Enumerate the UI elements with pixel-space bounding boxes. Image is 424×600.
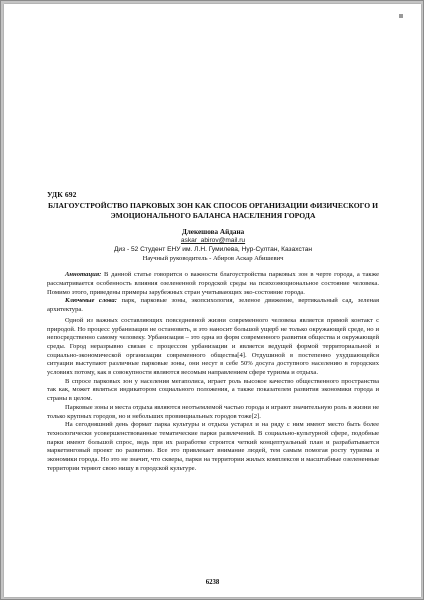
abstract-section [47,271,379,315]
article-content [47,190,379,474]
abstract-paragraph [47,271,379,297]
body-paragraph-1: Одной из важных составляющих повседневной жизни современного человека является прямой контакт с природой. Но процесс урбанизации не остановить, и это наносит большой ущерб не только окружающей среде, но и непосредственно самому человеку. Урбанизация – это одна из форм современного развития общества и окружающей среды. Город неразрывно связан с процессом урбанизации и является ведущей формой территориальной и социально-экономической организации современного общества[4]. Отдушиной в постепенно ухудшающейся ситуации выступают различные парковые зоны, они несут в себе 50% досуга доступного населению в городских условиях потому, как в совокупности являются весомым направлением сфере туризма и отдыха. [47,316,379,377]
author-name: Длекешова Айдана [181,227,245,236]
body-paragraph-4: На сегодняшний день формат парка культуры и отдыха устарел и на ряду с ним имеют место быть более технологически усовершенствованные тематические парки развлечений. В социально-культурной сфере, подобные парки имеют большой спрос, ведь при их разработке строится четкий концептуальный план и разрабатывается маркетинговый проект по развитию. Все это привлекает внимание людей, тем самым помогая росту туризма и экономики города. Но это не значит, что скверы, парки на территории жилых комплексов и масштабные озелененные территории теряют свою нишу в городской культуре. [47,421,379,472]
keywords-label: Ключевые слова: [65,297,117,305]
scientific-advisor: Научный руководитель - Абиров Аскар Абишевич [142,254,284,262]
author-affiliation: Диз - 52 Студент ЕНУ им. Л.Н. Гумилева, Нур-Султан, Казахстан [113,245,313,253]
author-email-link[interactable]: askar_abirov@mail.ru [180,237,246,245]
body-paragraph-3: Парковые зоны и места отдыха являются неотъемлемой частью города и играют значительную роль в жизни не только крупных городов, но и небольших провинциальных городов тоже[2]. [47,403,379,420]
page-number: 6238 [205,579,220,586]
page-corner-mark [399,14,403,18]
body-paragraph-2: В спросе парковых зон у населения мегаполиса, играет роль высокое качество общественного пространства так как, может являться индикатором социального положения, а также показателем развития экономики города и страны в целом. [47,377,379,403]
article-title: БЛАГОУСТРОЙСТВО ПАРКОВЫХ ЗОН КАК СПОСОБ ОРГАНИЗАЦИИ ФИЗИЧЕСКОГО И ЭМОЦИОНАЛЬНОГО БАЛАНСА НАСЕЛЕНИЯ ГОРОДА [47,201,378,220]
udk-code: УДК 692 [47,190,77,199]
abstract-text: В данной статье говорится о важности благоустройства парковых зон в черте города, а также рассматривается особенность влияния озелененной городской среды на психоэмоциональное состояние человека. Помимо этого, приведены примеры зарубежных стран учитывающих эко-состояние города. [47,271,379,296]
abstract-label: Аннотация: [65,271,102,279]
author-block [47,228,379,264]
keywords-text: парк, парковые зоны, экопсихология, зеленое движение, вертикальный сад, зеленая архитектура. [47,297,379,314]
keywords-paragraph [47,297,379,314]
document-page [4,4,421,597]
article-body [47,317,379,474]
